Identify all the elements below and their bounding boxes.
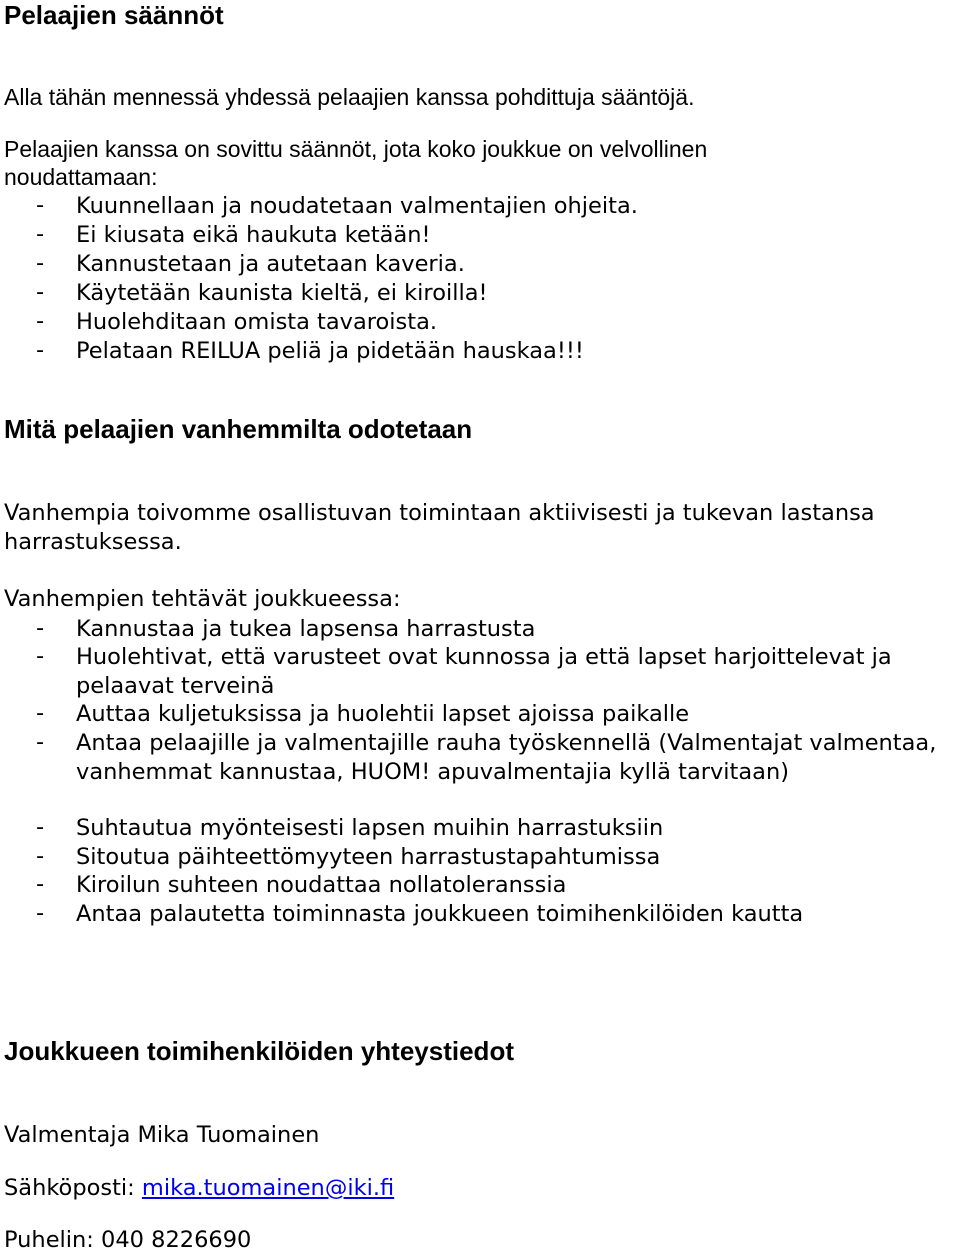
duty-text: Antaa palautetta toiminnasta joukkueen toimihenkilöiden kautta bbox=[76, 901, 804, 927]
list-dash: - bbox=[36, 643, 45, 669]
section-title-player-rules: Pelaajien säännöt bbox=[4, 0, 224, 30]
rule-text: Käytetään kaunista kieltä, ei kiroilla! bbox=[76, 280, 488, 306]
duty-text: Kannustaa ja tukea lapsensa harrastusta bbox=[76, 616, 536, 642]
duty-text: Kiroilun suhteen noudattaa nollatoleranssia bbox=[76, 872, 567, 898]
rules-lead-line-1: Pelaajien kanssa on sovittu säännöt, jota koko joukkue on velvollinen bbox=[4, 136, 708, 162]
parents-intro-line-1: Vanhempia toivomme osallistuvan toimintaan aktiivisesti ja tukevan lastansa bbox=[4, 500, 875, 526]
coach-name: Valmentaja Mika Tuomainen bbox=[4, 1122, 320, 1148]
list-dash: - bbox=[36, 871, 45, 897]
rule-text: Huolehditaan omista tavaroista. bbox=[76, 309, 438, 335]
list-dash: - bbox=[36, 337, 45, 363]
duty-text: Suhtautua myönteisesti lapsen muihin harrastuksiin bbox=[76, 815, 664, 841]
rule-text: Kuunnellaan ja noudatetaan valmentajien ohjeita. bbox=[76, 193, 638, 219]
duty-text: Sitoutua päihteettömyyteen harrastustapahtumissa bbox=[76, 844, 661, 870]
list-dash: - bbox=[36, 900, 45, 926]
rules-intro: Alla tähän mennessä yhdessä pelaajien kanssa pohdittuja sääntöjä. bbox=[4, 84, 695, 110]
list-dash: - bbox=[36, 250, 45, 276]
rule-text: Kannustetaan ja autetaan kaveria. bbox=[76, 251, 465, 277]
section-title-parents: Mitä pelaajien vanhemmilta odotetaan bbox=[4, 414, 473, 444]
list-dash: - bbox=[36, 308, 45, 334]
duties-label: Vanhempien tehtävät joukkueessa: bbox=[4, 586, 401, 612]
email-link[interactable]: mika.tuomainen@iki.fi bbox=[141, 1175, 395, 1201]
list-dash: - bbox=[36, 279, 45, 305]
list-dash: - bbox=[36, 615, 45, 641]
rules-lead-line-2: noudattamaan: bbox=[4, 164, 158, 190]
phone: Puhelin: 040 8226690 bbox=[4, 1227, 252, 1253]
rule-text: Pelataan REILUA peliä ja pidetään hauskaa!!! bbox=[76, 338, 584, 364]
rule-text: Ei kiusata eikä haukuta ketään! bbox=[76, 222, 431, 248]
email-row bbox=[4, 1175, 394, 1201]
section-title-contacts: Joukkueen toimihenkilöiden yhteystiedot bbox=[4, 1036, 514, 1066]
list-dash: - bbox=[36, 221, 45, 247]
duty-text: Auttaa kuljetuksissa ja huolehtii lapset ajoissa paikalle bbox=[76, 701, 690, 727]
list-dash: - bbox=[36, 843, 45, 869]
list-dash: - bbox=[36, 700, 45, 726]
duty-text: Antaa pelaajille ja valmentajille rauha työskennellä (Valmentajat valmentaa, vanhemmat kannustaa, HUOM! apuvalmentajia kyllä tarvitaan) bbox=[76, 730, 937, 785]
list-dash: - bbox=[36, 814, 45, 840]
list-dash: - bbox=[36, 192, 45, 218]
list-dash: - bbox=[36, 729, 45, 755]
parents-intro-line-2: harrastuksessa. bbox=[4, 529, 182, 555]
duty-text: Huolehtivat, että varusteet ovat kunnossa ja että lapset harjoittelevat ja pelaavat terveinä bbox=[76, 644, 892, 699]
email-label: Sähköposti: bbox=[4, 1175, 142, 1201]
